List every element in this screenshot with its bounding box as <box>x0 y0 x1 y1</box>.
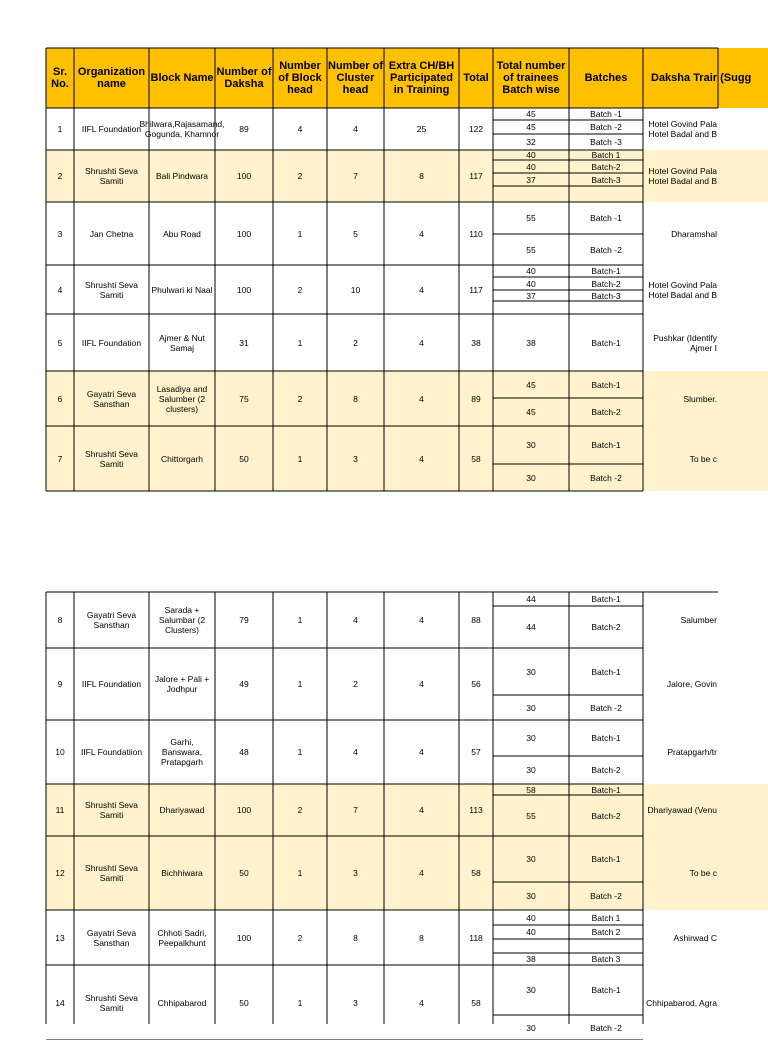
cell-extra: 4 <box>419 337 424 348</box>
header-number-of-block-head: Number of Block head <box>278 60 322 96</box>
cell-bh: 1 <box>297 679 303 689</box>
cell-daksha: 100 <box>236 171 252 181</box>
training-venue: Slumber. <box>683 393 717 404</box>
cell-extra: 8 <box>419 171 424 181</box>
batch-label: Batch -3 <box>590 137 622 147</box>
batch-label: Batch -2 <box>590 122 622 132</box>
cell-sr: 3 <box>57 228 63 239</box>
cell-ch: 5 <box>353 228 358 239</box>
cell-extra: 4 <box>419 615 424 625</box>
cell-extra: 4 <box>419 747 424 757</box>
training-venue: To be c <box>689 453 717 464</box>
training-venue: Pushkar (Identify Ajmer I <box>653 332 717 353</box>
cell-extra: 4 <box>419 997 424 1008</box>
cell-bh: 1 <box>297 997 303 1008</box>
batch-label: Batch -2 <box>590 472 622 483</box>
cell-daksha: 48 <box>239 747 249 757</box>
training-venue: Dhariyawad (Venu <box>647 805 717 815</box>
cell-ch: 3 <box>353 868 358 878</box>
trainees-count: 30 <box>526 666 536 677</box>
cell-extra: 4 <box>419 284 424 295</box>
cell-bh: 4 <box>297 124 303 134</box>
cell-ch: 4 <box>353 124 358 134</box>
cell-sr: 10 <box>55 747 65 757</box>
cell-bh: 2 <box>297 805 303 815</box>
training-venue: Ashirwad C <box>673 932 717 943</box>
cell-daksha: 75 <box>239 393 249 404</box>
trainees-count: 38 <box>526 954 536 964</box>
batch-label: Batch 1 <box>591 912 621 923</box>
trainees-count: 55 <box>526 244 536 255</box>
batch-label: Batch-1 <box>591 784 621 795</box>
cell-block: Chhoti Sadri, Peepalkhunt <box>157 927 207 948</box>
cell-org: Shrushti Seva Samiti <box>85 448 138 469</box>
cell-bh: 1 <box>297 747 303 757</box>
cell-sr: 14 <box>55 997 65 1008</box>
trainees-count: 45 <box>526 379 536 390</box>
batch-label: Batch-1 <box>591 854 621 864</box>
trainees-count: 32 <box>526 137 536 147</box>
trainees-count: 37 <box>526 290 536 301</box>
cell-ch: 4 <box>353 615 358 625</box>
cell-daksha: 31 <box>239 337 249 348</box>
training-venue: To be c <box>689 868 717 878</box>
cell-org: Gayatri Seva Sansthan <box>86 388 137 409</box>
header-number-of-daksha: Number of Daksha <box>216 66 272 90</box>
batch-label: Batch-2 <box>591 161 621 172</box>
batch-label: Batch 2 <box>591 927 621 937</box>
trainees-count: 40 <box>526 912 536 923</box>
cell-block: Phulwari ki Naal <box>151 284 213 295</box>
cell-org: Shrushti Seva Samiti <box>85 992 138 1013</box>
trainees-count: 30 <box>526 733 536 743</box>
batch-label: Batch-2 <box>591 278 621 289</box>
trainees-count: 55 <box>526 213 536 223</box>
trainees-count: 44 <box>526 594 536 604</box>
batch-label: Batch -2 <box>590 891 622 901</box>
cell-block: Bichhiwara <box>161 868 203 878</box>
cell-ch: 8 <box>353 932 358 943</box>
header-total: Total <box>463 72 489 84</box>
trainees-count: 55 <box>526 810 536 821</box>
header-sr-no: Sr. No. <box>51 66 69 90</box>
cell-sr: 2 <box>57 171 63 181</box>
cell-total: 122 <box>468 124 484 134</box>
cell-sr: 1 <box>57 124 63 134</box>
batch-label: Batch-1 <box>591 440 621 450</box>
batch-label: Batch-2 <box>591 622 621 632</box>
cell-total: 117 <box>469 171 483 181</box>
cell-block: Dhariyawad <box>159 805 205 815</box>
cell-ch: 2 <box>353 679 358 689</box>
cell-bh: 1 <box>297 337 303 348</box>
cell-org: Shrushti Seva Samiti <box>85 279 138 300</box>
cell-daksha: 79 <box>239 615 249 625</box>
cell-block: Jalore + Pali + Jodhpur <box>154 674 210 694</box>
cell-daksha: 50 <box>239 997 249 1008</box>
batch-label: Batch-1 <box>591 337 621 348</box>
cell-sr: 13 <box>55 932 65 943</box>
batch-label: Batch -2 <box>590 244 622 255</box>
cell-ch: 3 <box>353 997 358 1008</box>
cell-block: Lasadiya and Salumber (2 clusters) <box>156 383 208 414</box>
cell-bh: 1 <box>297 615 303 625</box>
cell-bh: 1 <box>297 868 303 878</box>
cell-ch: 10 <box>350 284 361 295</box>
trainees-count: 40 <box>526 150 536 160</box>
cell-extra: 4 <box>419 805 424 815</box>
batch-label: Batch-1 <box>591 266 621 276</box>
cell-ch: 7 <box>353 805 358 815</box>
cell-total: 113 <box>469 805 483 815</box>
cell-ch: 4 <box>353 747 358 757</box>
cell-org: Shrushti Seva Samiti <box>85 800 138 820</box>
cell-daksha: 100 <box>236 228 252 239</box>
training-venue: Jalore, Govin <box>666 679 717 689</box>
batch-label: Batch-2 <box>591 407 621 417</box>
cell-bh: 2 <box>297 284 303 295</box>
batch-label: Batch -1 <box>590 213 622 223</box>
header-block-name: Block Name <box>150 72 214 84</box>
cell-org: IIFL Foundation <box>81 337 142 348</box>
cell-extra: 4 <box>419 868 424 878</box>
training-venue: Pratapgarh/tr <box>667 747 717 757</box>
cell-ch: 7 <box>353 171 358 181</box>
trainees-count: 30 <box>526 1022 536 1033</box>
trainees-count: 30 <box>526 985 536 995</box>
cell-sr: 11 <box>55 805 65 815</box>
cell-total: 117 <box>469 284 483 295</box>
cell-ch: 2 <box>353 337 358 348</box>
batch-label: Batch-1 <box>591 379 621 390</box>
cell-extra: 4 <box>419 228 424 239</box>
batch-label: Batch 1 <box>591 150 621 160</box>
training-venue: Salumber <box>680 615 717 625</box>
training-venue: Chhipabarod, Agra <box>646 997 717 1008</box>
batch-label: Batch-2 <box>591 810 621 821</box>
batch-label: Batch-1 <box>591 985 621 995</box>
cell-total: 57 <box>471 747 481 757</box>
cell-sr: 8 <box>57 615 63 625</box>
header-organization: Organization name <box>77 66 146 90</box>
cell-daksha: 100 <box>236 805 252 815</box>
trainees-count: 40 <box>526 278 536 289</box>
header-extra-ch-bh: Extra CH/BH Participated in Training <box>388 60 455 96</box>
batch-label: Batch -1 <box>590 109 622 119</box>
trainees-count: 38 <box>526 337 536 348</box>
cell-sr: 7 <box>57 453 63 464</box>
cell-extra: 4 <box>419 393 424 404</box>
batch-label: Batch-2 <box>591 765 621 775</box>
cell-org: Shrushti Seva Samiti <box>85 863 138 883</box>
cell-bh: 1 <box>297 228 303 239</box>
batch-label: Batch-3 <box>591 290 621 301</box>
trainees-count: 30 <box>526 854 536 864</box>
cell-org: Gayatri Seva Sansthan <box>86 610 137 630</box>
cell-ch: 8 <box>353 393 358 404</box>
cell-daksha: 50 <box>239 868 249 878</box>
cell-bh: 2 <box>297 932 303 943</box>
cell-block: Sarada + Salumbar (2 Clusters) <box>158 605 206 635</box>
cell-org: IIFL Foundatiion <box>80 747 143 757</box>
training-venue: Hotel Govind Pala Hotel Badal and B <box>648 279 717 300</box>
training-venue: Hotel Govind Pala Hotel Badal and B <box>648 119 717 139</box>
cell-total: 58 <box>471 453 481 464</box>
trainees-count: 45 <box>526 407 536 417</box>
cell-org: Jan Chetna <box>89 228 134 239</box>
cell-bh: 1 <box>297 453 303 464</box>
trainees-count: 45 <box>526 109 536 119</box>
cell-total: 56 <box>471 679 481 689</box>
cell-total: 110 <box>469 228 483 239</box>
header-total-trainees: Total number of trainees Batch wise <box>496 60 566 96</box>
trainees-count: 45 <box>526 122 536 132</box>
trainees-count: 30 <box>526 440 536 450</box>
cell-sr: 12 <box>55 868 65 878</box>
cell-block: Garhi, Banswara, Pratapgarh <box>160 737 204 767</box>
cell-org: Gayatri Seva Sansthan <box>86 927 137 948</box>
cell-block: Ajmer & Nut Samaj <box>159 332 205 353</box>
batch-label: Batch-1 <box>591 733 621 743</box>
cell-extra: 4 <box>419 453 424 464</box>
cell-block: Chittorgarh <box>160 453 204 464</box>
batch-label: Batch-3 <box>591 174 621 185</box>
cell-daksha: 89 <box>239 124 249 134</box>
batch-label: Batch-1 <box>591 666 621 677</box>
trainees-count: 40 <box>526 161 536 172</box>
cell-block: Bhilwara,Rajasamand, Gogunda, Khamnor <box>139 119 225 139</box>
batch-label: Batch 3 <box>591 954 621 964</box>
cell-bh: 2 <box>297 171 303 181</box>
cell-sr: 5 <box>57 337 63 348</box>
cell-ch: 3 <box>353 453 358 464</box>
cell-total: 58 <box>471 868 481 878</box>
trainees-count: 30 <box>526 702 536 713</box>
cell-daksha: 100 <box>236 284 252 295</box>
cell-sr: 4 <box>57 284 63 295</box>
cell-total: 118 <box>469 932 483 943</box>
cell-total: 88 <box>471 615 481 625</box>
trainees-count: 37 <box>526 174 536 185</box>
cell-daksha: 49 <box>239 679 249 689</box>
trainees-count: 58 <box>526 784 536 795</box>
cell-extra: 8 <box>419 932 424 943</box>
cell-total: 58 <box>471 997 481 1008</box>
batch-label: Batch -2 <box>590 702 622 713</box>
trainees-count: 40 <box>526 266 536 276</box>
cell-daksha: 100 <box>236 932 252 943</box>
cell-sr: 9 <box>57 679 63 689</box>
cell-total: 38 <box>471 337 481 348</box>
training-venue: Hotel Govind Pala Hotel Badal and B <box>648 166 717 186</box>
trainees-count: 40 <box>526 927 536 937</box>
header-batches: Batches <box>584 72 628 84</box>
cell-org: Shrushti Seva Samiti <box>85 166 138 186</box>
cell-extra: 25 <box>416 124 427 134</box>
cell-block: Chhipabarod <box>157 997 207 1008</box>
trainees-count: 30 <box>526 472 536 483</box>
cell-block: Bali Pindwara <box>156 171 208 181</box>
header-venue: Daksha Trair (Sugg <box>651 72 752 84</box>
trainees-count: 30 <box>526 891 536 901</box>
training-venue: Dharamshal <box>671 228 717 239</box>
cell-org: IIFL Foundation <box>81 124 142 134</box>
cell-total: 89 <box>471 393 481 404</box>
batch-label: Batch-1 <box>591 594 621 604</box>
cell-sr: 6 <box>57 393 63 404</box>
batch-label: Batch -2 <box>590 1022 622 1033</box>
cell-org: IIFL Foundation <box>81 679 142 689</box>
header-number-of-cluster-head: Number of Cluster head <box>328 60 383 96</box>
trainees-count: 30 <box>526 765 536 775</box>
cell-block: Abu Road <box>163 228 201 239</box>
cell-bh: 2 <box>297 393 303 404</box>
cell-daksha: 50 <box>239 453 249 464</box>
cell-extra: 4 <box>419 679 424 689</box>
trainees-count: 44 <box>526 622 536 632</box>
